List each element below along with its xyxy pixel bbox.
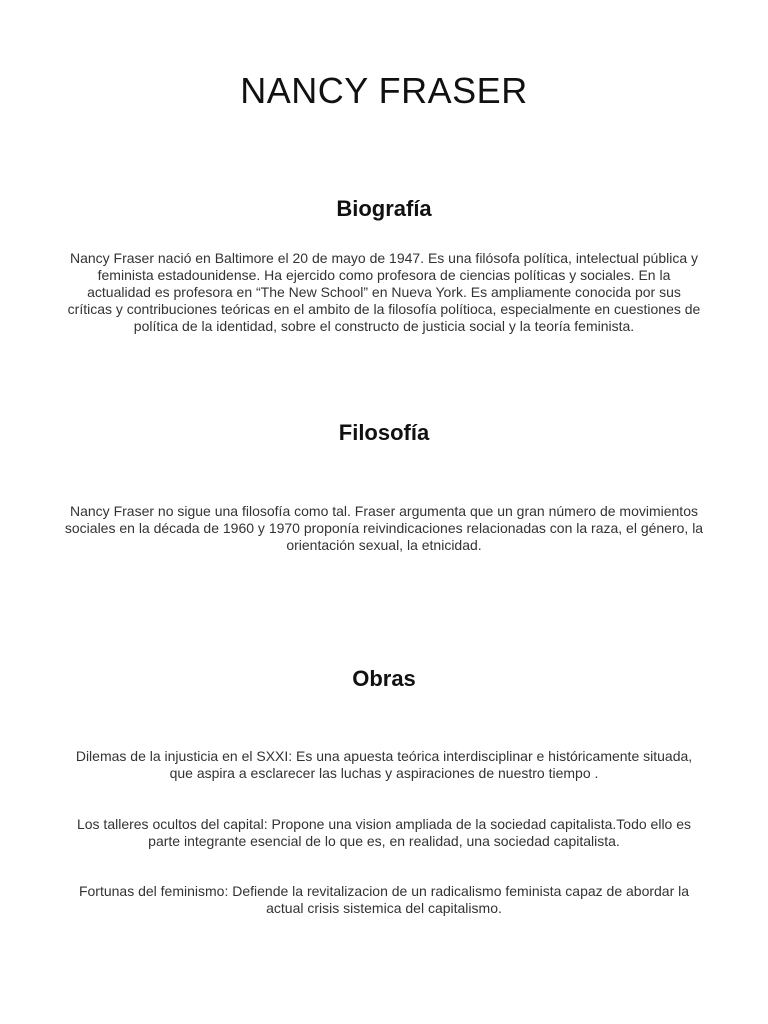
obras-item: Dilemas de la injusticia en el SXXI: Es una apuesta teórica interdisciplinar e históricamente situada, que aspira a esclarecer las luchas y aspiraciones de nuestro tiempo . bbox=[75, 748, 693, 781]
section-heading-biografia: Biografía bbox=[336, 196, 432, 221]
section-heading-obras: Obras bbox=[352, 666, 416, 691]
section-heading-filosofia: Filosofía bbox=[338, 420, 430, 445]
obras-item: Fortunas del feminismo: Defiende la revitalizacion de un radicalismo feminista capaz de abordar la actual crisis sistemica del capitalismo. bbox=[78, 883, 690, 916]
page-title: NANCY FRASER bbox=[240, 70, 528, 111]
biografia-paragraph: Nancy Fraser nació en Baltimore el 20 de mayo de 1947. Es una filósofa política, intelectual pública y feminista estadounidense. Ha ejercido como profesora de ciencias políticas y sociales. En la actualidad es profesora en “The New School” en Nueva York. Es ampliamente conocida por sus críticas y contribuciones teóricas en el ambito de la filosofía polítioca, especialmente en cuestiones de política de la identidad, sobre el constructo de justicia social y la teoría feminista. bbox=[67, 250, 701, 334]
filosofia-paragraph: Nancy Fraser no sigue una filosofía como tal. Fraser argumenta que un gran número de movimientos sociales en la década de 1960 y 1970 proponía reivindicaciones relacionadas con la raza, el género, la orientación sexual, la etnicidad. bbox=[64, 503, 704, 553]
obras-item: Los talleres ocultos del capital: Propone una vision ampliada de la sociedad capitalista.Todo ello es parte integrante esencial de lo que es, en realidad, una sociedad capitalista. bbox=[76, 816, 692, 849]
